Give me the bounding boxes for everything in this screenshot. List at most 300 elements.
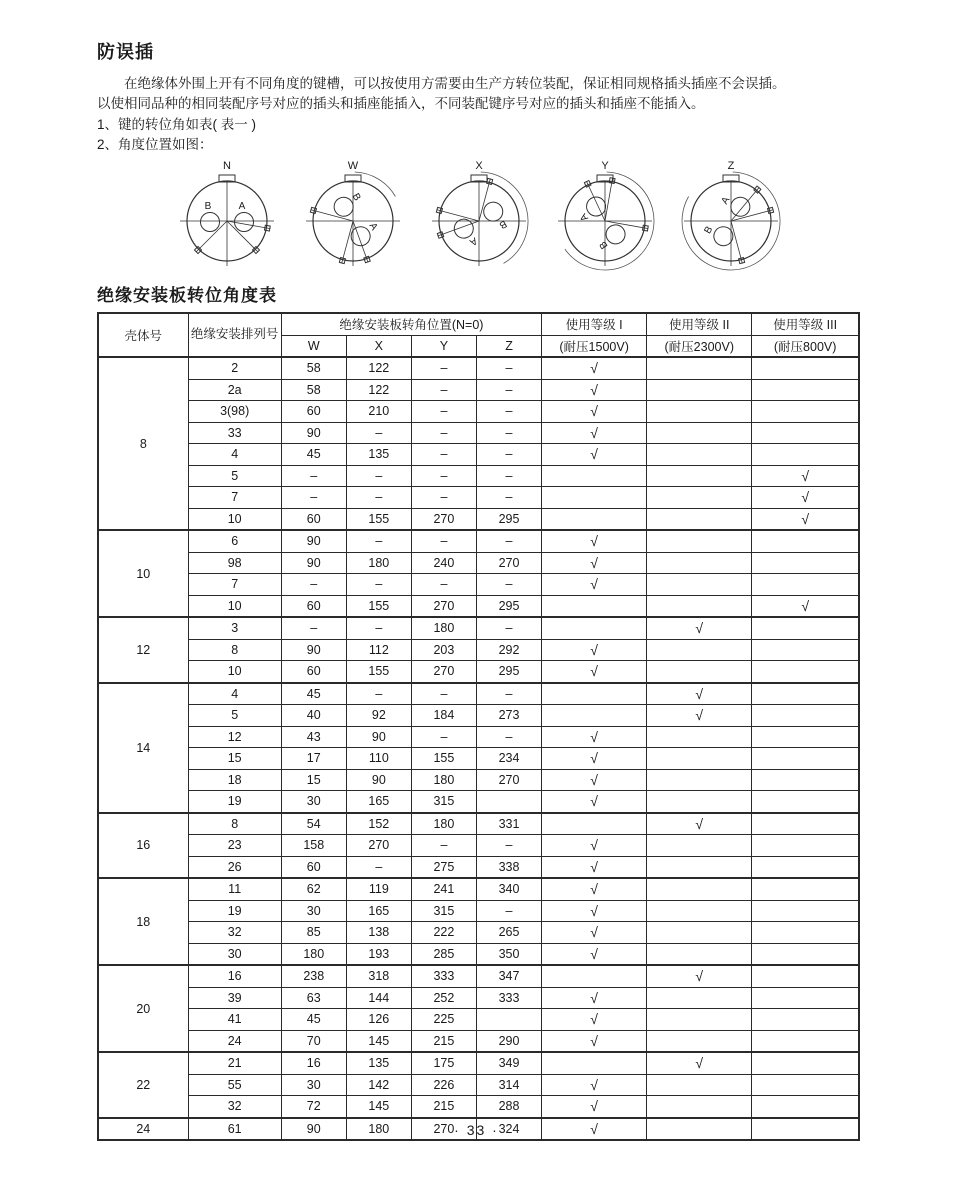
angle-x-cell: –: [346, 487, 411, 509]
arrangement-number-cell: 21: [188, 1052, 281, 1074]
level-1-cell: √: [542, 444, 647, 466]
level-3-cell: [752, 769, 859, 791]
angle-x-cell: 92: [346, 705, 411, 727]
intro-line-2: 以使相同品种的相同装配序号对应的插头和插座能插入，不同装配键序号对应的插头和插座不能插入。: [97, 96, 705, 112]
angle-x-cell: 135: [346, 444, 411, 466]
level-3-cell: [752, 900, 859, 922]
arrangement-number-cell: 3: [188, 617, 281, 639]
angle-z-cell: 234: [476, 748, 541, 770]
level-1-cell: √: [542, 987, 647, 1009]
level-2-cell: [647, 508, 752, 530]
table-row: [98, 683, 859, 705]
angle-y-cell: 275: [411, 856, 476, 878]
level-3-cell: [752, 639, 859, 661]
angle-z-cell: –: [476, 401, 541, 423]
diagram-label: Z: [727, 160, 734, 172]
header-level-1: 使用等级 I: [542, 313, 647, 335]
angle-y-cell: –: [411, 835, 476, 857]
angle-w-cell: 72: [281, 1096, 346, 1118]
page-number: · 33 ·: [454, 1122, 499, 1138]
level-2-cell: [647, 661, 752, 683]
level-2-cell: [647, 769, 752, 791]
level-3-cell: [752, 943, 859, 965]
intro-paragraph: [97, 74, 860, 115]
angle-x-cell: –: [346, 422, 411, 444]
angle-y-cell: –: [411, 726, 476, 748]
arrangement-number-cell: 32: [188, 1096, 281, 1118]
diagram-label: W: [347, 160, 358, 172]
angle-w-cell: 90: [281, 422, 346, 444]
shell-number-cell: 10: [98, 530, 188, 617]
table-row: [98, 487, 859, 509]
angle-w-cell: 60: [281, 661, 346, 683]
table-row: [98, 530, 859, 552]
table-row: [98, 401, 859, 423]
angle-y-cell: 180: [411, 769, 476, 791]
angle-x-cell: –: [346, 465, 411, 487]
arrangement-number-cell: 4: [188, 683, 281, 705]
angle-z-cell: 340: [476, 878, 541, 900]
header-level-voltage-2: (耐压2300V): [647, 335, 752, 357]
angle-z-cell: 270: [476, 552, 541, 574]
table-row: [98, 943, 859, 965]
header-position-w: W: [281, 335, 346, 357]
angle-z-cell: [476, 1009, 541, 1031]
level-3-cell: √: [752, 487, 859, 509]
arrangement-number-cell: 19: [188, 791, 281, 813]
table-row: [98, 748, 859, 770]
angle-w-cell: 63: [281, 987, 346, 1009]
angle-x-cell: 144: [346, 987, 411, 1009]
angle-w-cell: 17: [281, 748, 346, 770]
level-2-cell: [647, 791, 752, 813]
angle-w-cell: –: [281, 487, 346, 509]
header-position-x: X: [346, 335, 411, 357]
angle-z-cell: 333: [476, 987, 541, 1009]
angle-z-cell: [476, 791, 541, 813]
table-row: [98, 595, 859, 617]
level-3-cell: [752, 878, 859, 900]
level-3-cell: [752, 748, 859, 770]
page-title: 防误插: [97, 42, 154, 62]
table-row: [98, 617, 859, 639]
angle-w-cell: –: [281, 465, 346, 487]
arrangement-number-cell: 98: [188, 552, 281, 574]
level-2-cell: √: [647, 965, 752, 987]
table-row: [98, 1052, 859, 1074]
arrangement-number-cell: 41: [188, 1009, 281, 1031]
level-3-cell: [752, 552, 859, 574]
angle-y-cell: –: [411, 401, 476, 423]
angle-x-cell: –: [346, 617, 411, 639]
arrangement-number-cell: 16: [188, 965, 281, 987]
keying-diagram-n: [168, 159, 286, 271]
level-1-cell: √: [542, 661, 647, 683]
level-2-cell: [647, 552, 752, 574]
table-row: [98, 835, 859, 857]
level-2-cell: [647, 357, 752, 379]
arrangement-number-cell: 2: [188, 357, 281, 379]
angle-w-cell: 90: [281, 530, 346, 552]
angle-table: [97, 312, 860, 1141]
level-1-cell: [542, 705, 647, 727]
level-3-cell: [752, 422, 859, 444]
arrangement-number-cell: 30: [188, 943, 281, 965]
angle-w-cell: 15: [281, 769, 346, 791]
angle-y-cell: –: [411, 683, 476, 705]
angle-z-cell: 295: [476, 661, 541, 683]
arrangement-number-cell: 11: [188, 878, 281, 900]
table-row: [98, 1074, 859, 1096]
angle-z-cell: –: [476, 444, 541, 466]
arrangement-number-cell: 15: [188, 748, 281, 770]
level-3-cell: [752, 1009, 859, 1031]
angle-x-cell: 112: [346, 639, 411, 661]
angle-x-cell: 119: [346, 878, 411, 900]
diagram-label: Y: [600, 160, 609, 172]
angle-x-cell: 318: [346, 965, 411, 987]
level-2-cell: [647, 401, 752, 423]
level-1-cell: [542, 1052, 647, 1074]
table-row: [98, 1030, 859, 1052]
angle-z-cell: 292: [476, 639, 541, 661]
contact-b-label: B: [702, 224, 715, 236]
contact-a-label: A: [238, 201, 245, 212]
arrangement-number-cell: 33: [188, 422, 281, 444]
angle-y-cell: 184: [411, 705, 476, 727]
level-2-cell: [647, 943, 752, 965]
angle-y-cell: 252: [411, 987, 476, 1009]
level-1-cell: [542, 487, 647, 509]
arrangement-number-cell: 10: [188, 661, 281, 683]
angle-z-cell: 331: [476, 813, 541, 835]
angle-w-cell: 90: [281, 552, 346, 574]
level-2-cell: √: [647, 705, 752, 727]
table-row: [98, 574, 859, 596]
keying-diagram-y: [546, 159, 664, 271]
table-row: [98, 1096, 859, 1118]
angle-y-cell: 225: [411, 1009, 476, 1031]
level-1-cell: √: [542, 574, 647, 596]
arrangement-number-cell: 4: [188, 444, 281, 466]
arrangement-number-cell: 8: [188, 639, 281, 661]
level-2-cell: [647, 856, 752, 878]
angle-y-cell: –: [411, 422, 476, 444]
level-2-cell: [647, 444, 752, 466]
level-1-cell: √: [542, 856, 647, 878]
level-3-cell: [752, 813, 859, 835]
angle-y-cell: –: [411, 357, 476, 379]
angle-y-cell: –: [411, 487, 476, 509]
level-1-cell: √: [542, 769, 647, 791]
level-2-cell: [647, 748, 752, 770]
level-1-cell: √: [542, 900, 647, 922]
table-row: [98, 705, 859, 727]
angle-w-cell: 158: [281, 835, 346, 857]
angle-x-cell: 180: [346, 1118, 411, 1141]
level-3-cell: √: [752, 465, 859, 487]
level-1-cell: √: [542, 357, 647, 379]
level-1-cell: √: [542, 530, 647, 552]
level-2-cell: [647, 530, 752, 552]
contact-a: [234, 213, 253, 232]
arrangement-number-cell: 23: [188, 835, 281, 857]
level-1-cell: √: [542, 943, 647, 965]
arrangement-number-cell: 32: [188, 922, 281, 944]
contact-b: [200, 213, 219, 232]
level-3-cell: √: [752, 595, 859, 617]
level-1-cell: [542, 508, 647, 530]
angle-w-cell: 62: [281, 878, 346, 900]
level-1-cell: √: [542, 1074, 647, 1096]
angle-y-cell: 203: [411, 639, 476, 661]
angle-w-cell: 45: [281, 683, 346, 705]
contact-b-label: B: [597, 238, 610, 251]
level-1-cell: √: [542, 835, 647, 857]
angle-y-cell: –: [411, 574, 476, 596]
keying-diagrams-row: [97, 159, 860, 271]
angle-x-cell: 110: [346, 748, 411, 770]
level-3-cell: [752, 1030, 859, 1052]
angle-x-cell: 165: [346, 900, 411, 922]
arrangement-number-cell: 26: [188, 856, 281, 878]
shell-number-cell: 18: [98, 878, 188, 965]
angle-z-cell: –: [476, 465, 541, 487]
level-2-cell: √: [647, 617, 752, 639]
level-3-cell: [752, 530, 859, 552]
level-3-cell: [752, 791, 859, 813]
level-3-cell: [752, 379, 859, 401]
level-1-cell: √: [542, 1118, 647, 1141]
list-item-1: 1、键的转位角如表( 表一 ): [97, 116, 257, 132]
table-row: [98, 1009, 859, 1031]
table-row: [98, 987, 859, 1009]
level-3-cell: [752, 922, 859, 944]
level-1-cell: √: [542, 791, 647, 813]
table-row: [98, 465, 859, 487]
shell-number-cell: 24: [98, 1118, 188, 1141]
angle-y-cell: 226: [411, 1074, 476, 1096]
intro-line-1: 在绝缘体外围上开有不同角度的键槽，可以按使用方需要由生产方转位装配，保证相同规格插头插座不会误插。: [124, 76, 786, 91]
angle-x-cell: 155: [346, 595, 411, 617]
angle-w-cell: 30: [281, 1074, 346, 1096]
arrangement-number-cell: 12: [188, 726, 281, 748]
header-level-voltage-3: (耐压800V): [752, 335, 859, 357]
level-1-cell: √: [542, 726, 647, 748]
level-1-cell: [542, 813, 647, 835]
angle-x-cell: 126: [346, 1009, 411, 1031]
table-row: [98, 661, 859, 683]
header-level-2: 使用等级 II: [647, 313, 752, 335]
level-2-cell: [647, 1030, 752, 1052]
level-3-cell: √: [752, 508, 859, 530]
contact-b-label: B: [496, 217, 508, 231]
angle-z-cell: –: [476, 379, 541, 401]
level-1-cell: √: [542, 922, 647, 944]
angle-z-cell: 350: [476, 943, 541, 965]
diagram-label: X: [474, 160, 483, 172]
table-row: [98, 357, 859, 379]
header-position-z: Z: [476, 335, 541, 357]
arrangement-number-cell: 10: [188, 508, 281, 530]
shell-number-cell: 16: [98, 813, 188, 879]
level-1-cell: √: [542, 379, 647, 401]
angle-z-cell: –: [476, 726, 541, 748]
arrangement-number-cell: 24: [188, 1030, 281, 1052]
angle-w-cell: –: [281, 617, 346, 639]
angle-y-cell: 215: [411, 1096, 476, 1118]
level-3-cell: [752, 856, 859, 878]
level-2-cell: √: [647, 813, 752, 835]
angle-x-cell: 155: [346, 661, 411, 683]
level-2-cell: [647, 1096, 752, 1118]
level-1-cell: [542, 465, 647, 487]
angle-z-cell: 270: [476, 769, 541, 791]
level-3-cell: [752, 835, 859, 857]
level-2-cell: [647, 1074, 752, 1096]
table-row: [98, 422, 859, 444]
level-3-cell: [752, 617, 859, 639]
level-3-cell: [752, 987, 859, 1009]
angle-w-cell: 90: [281, 639, 346, 661]
angle-w-cell: 45: [281, 444, 346, 466]
level-2-cell: [647, 726, 752, 748]
angle-w-cell: 60: [281, 856, 346, 878]
angle-z-cell: –: [476, 835, 541, 857]
angle-x-cell: –: [346, 530, 411, 552]
level-3-cell: [752, 401, 859, 423]
level-2-cell: [647, 922, 752, 944]
angle-y-cell: 155: [411, 748, 476, 770]
angle-z-cell: –: [476, 422, 541, 444]
angle-y-cell: –: [411, 379, 476, 401]
table-row: [98, 639, 859, 661]
arrangement-number-cell: 10: [188, 595, 281, 617]
arrangement-number-cell: 3(98): [188, 401, 281, 423]
angle-z-cell: 273: [476, 705, 541, 727]
angle-y-cell: 270: [411, 661, 476, 683]
angle-z-cell: 349: [476, 1052, 541, 1074]
table-row: [98, 769, 859, 791]
angle-w-cell: 60: [281, 508, 346, 530]
arrangement-number-cell: 5: [188, 465, 281, 487]
level-2-cell: [647, 487, 752, 509]
shell-number-cell: 12: [98, 617, 188, 683]
arrangement-number-cell: 7: [188, 487, 281, 509]
angle-w-cell: 30: [281, 791, 346, 813]
angle-w-cell: 60: [281, 401, 346, 423]
angle-z-cell: 288: [476, 1096, 541, 1118]
header-level-voltage-1: (耐压1500V): [542, 335, 647, 357]
angle-y-cell: 270: [411, 595, 476, 617]
level-3-cell: [752, 1052, 859, 1074]
arrangement-number-cell: 61: [188, 1118, 281, 1141]
angle-z-cell: 347: [476, 965, 541, 987]
level-3-cell: [752, 726, 859, 748]
angle-x-cell: 90: [346, 769, 411, 791]
angle-z-cell: 265: [476, 922, 541, 944]
level-3-cell: [752, 574, 859, 596]
level-2-cell: [647, 574, 752, 596]
angle-y-cell: 215: [411, 1030, 476, 1052]
shell-number-cell: 22: [98, 1052, 188, 1118]
contact-a-label: A: [467, 234, 479, 248]
header-shell: 壳体号: [98, 313, 188, 357]
arrangement-number-cell: 18: [188, 769, 281, 791]
angle-z-cell: 338: [476, 856, 541, 878]
angle-y-cell: 315: [411, 900, 476, 922]
level-3-cell: [752, 444, 859, 466]
arrangement-number-cell: 5: [188, 705, 281, 727]
contact-a-label: A: [719, 195, 732, 207]
angle-z-cell: –: [476, 683, 541, 705]
angle-y-cell: –: [411, 444, 476, 466]
angle-x-cell: 142: [346, 1074, 411, 1096]
angle-w-cell: 238: [281, 965, 346, 987]
angle-z-cell: –: [476, 900, 541, 922]
angle-z-cell: –: [476, 530, 541, 552]
header-arrangement: 绝缘安装排列号: [188, 313, 281, 357]
table-title: 绝缘安装板转位角度表: [97, 286, 277, 305]
angle-z-cell: –: [476, 574, 541, 596]
level-3-cell: [752, 661, 859, 683]
angle-x-cell: 138: [346, 922, 411, 944]
angle-y-cell: 180: [411, 617, 476, 639]
level-2-cell: [647, 422, 752, 444]
angle-x-cell: 155: [346, 508, 411, 530]
contact-a-label: A: [577, 211, 591, 223]
level-3-cell: [752, 965, 859, 987]
angle-z-cell: –: [476, 357, 541, 379]
angle-y-cell: 270: [411, 508, 476, 530]
header-level-3: 使用等级 III: [752, 313, 859, 335]
arrangement-number-cell: 19: [188, 900, 281, 922]
level-2-cell: √: [647, 1052, 752, 1074]
angle-z-cell: –: [476, 617, 541, 639]
table-row: [98, 965, 859, 987]
level-2-cell: [647, 595, 752, 617]
level-1-cell: √: [542, 1009, 647, 1031]
angle-w-cell: –: [281, 574, 346, 596]
shell-number-cell: 20: [98, 965, 188, 1052]
angle-w-cell: 43: [281, 726, 346, 748]
table-row: [98, 726, 859, 748]
rotation-arc: [480, 172, 527, 263]
level-1-cell: [542, 683, 647, 705]
angle-y-cell: –: [411, 530, 476, 552]
diagram-label: N: [222, 160, 231, 172]
level-1-cell: √: [542, 639, 647, 661]
angle-w-cell: 60: [281, 595, 346, 617]
angle-w-cell: 85: [281, 922, 346, 944]
shell-number-cell: 8: [98, 357, 188, 530]
angle-x-cell: 152: [346, 813, 411, 835]
angle-y-cell: 315: [411, 791, 476, 813]
angle-y-cell: –: [411, 465, 476, 487]
level-2-cell: [647, 1009, 752, 1031]
level-1-cell: [542, 965, 647, 987]
angle-w-cell: 54: [281, 813, 346, 835]
angle-z-cell: 295: [476, 508, 541, 530]
level-1-cell: [542, 617, 647, 639]
contact-a-label: A: [366, 221, 379, 233]
angle-y-cell: 285: [411, 943, 476, 965]
table-row: [98, 444, 859, 466]
arrangement-number-cell: 7: [188, 574, 281, 596]
header-position-group: 绝缘安装板转角位置(N=0): [281, 313, 541, 335]
arrangement-number-cell: 55: [188, 1074, 281, 1096]
angle-x-cell: –: [346, 574, 411, 596]
